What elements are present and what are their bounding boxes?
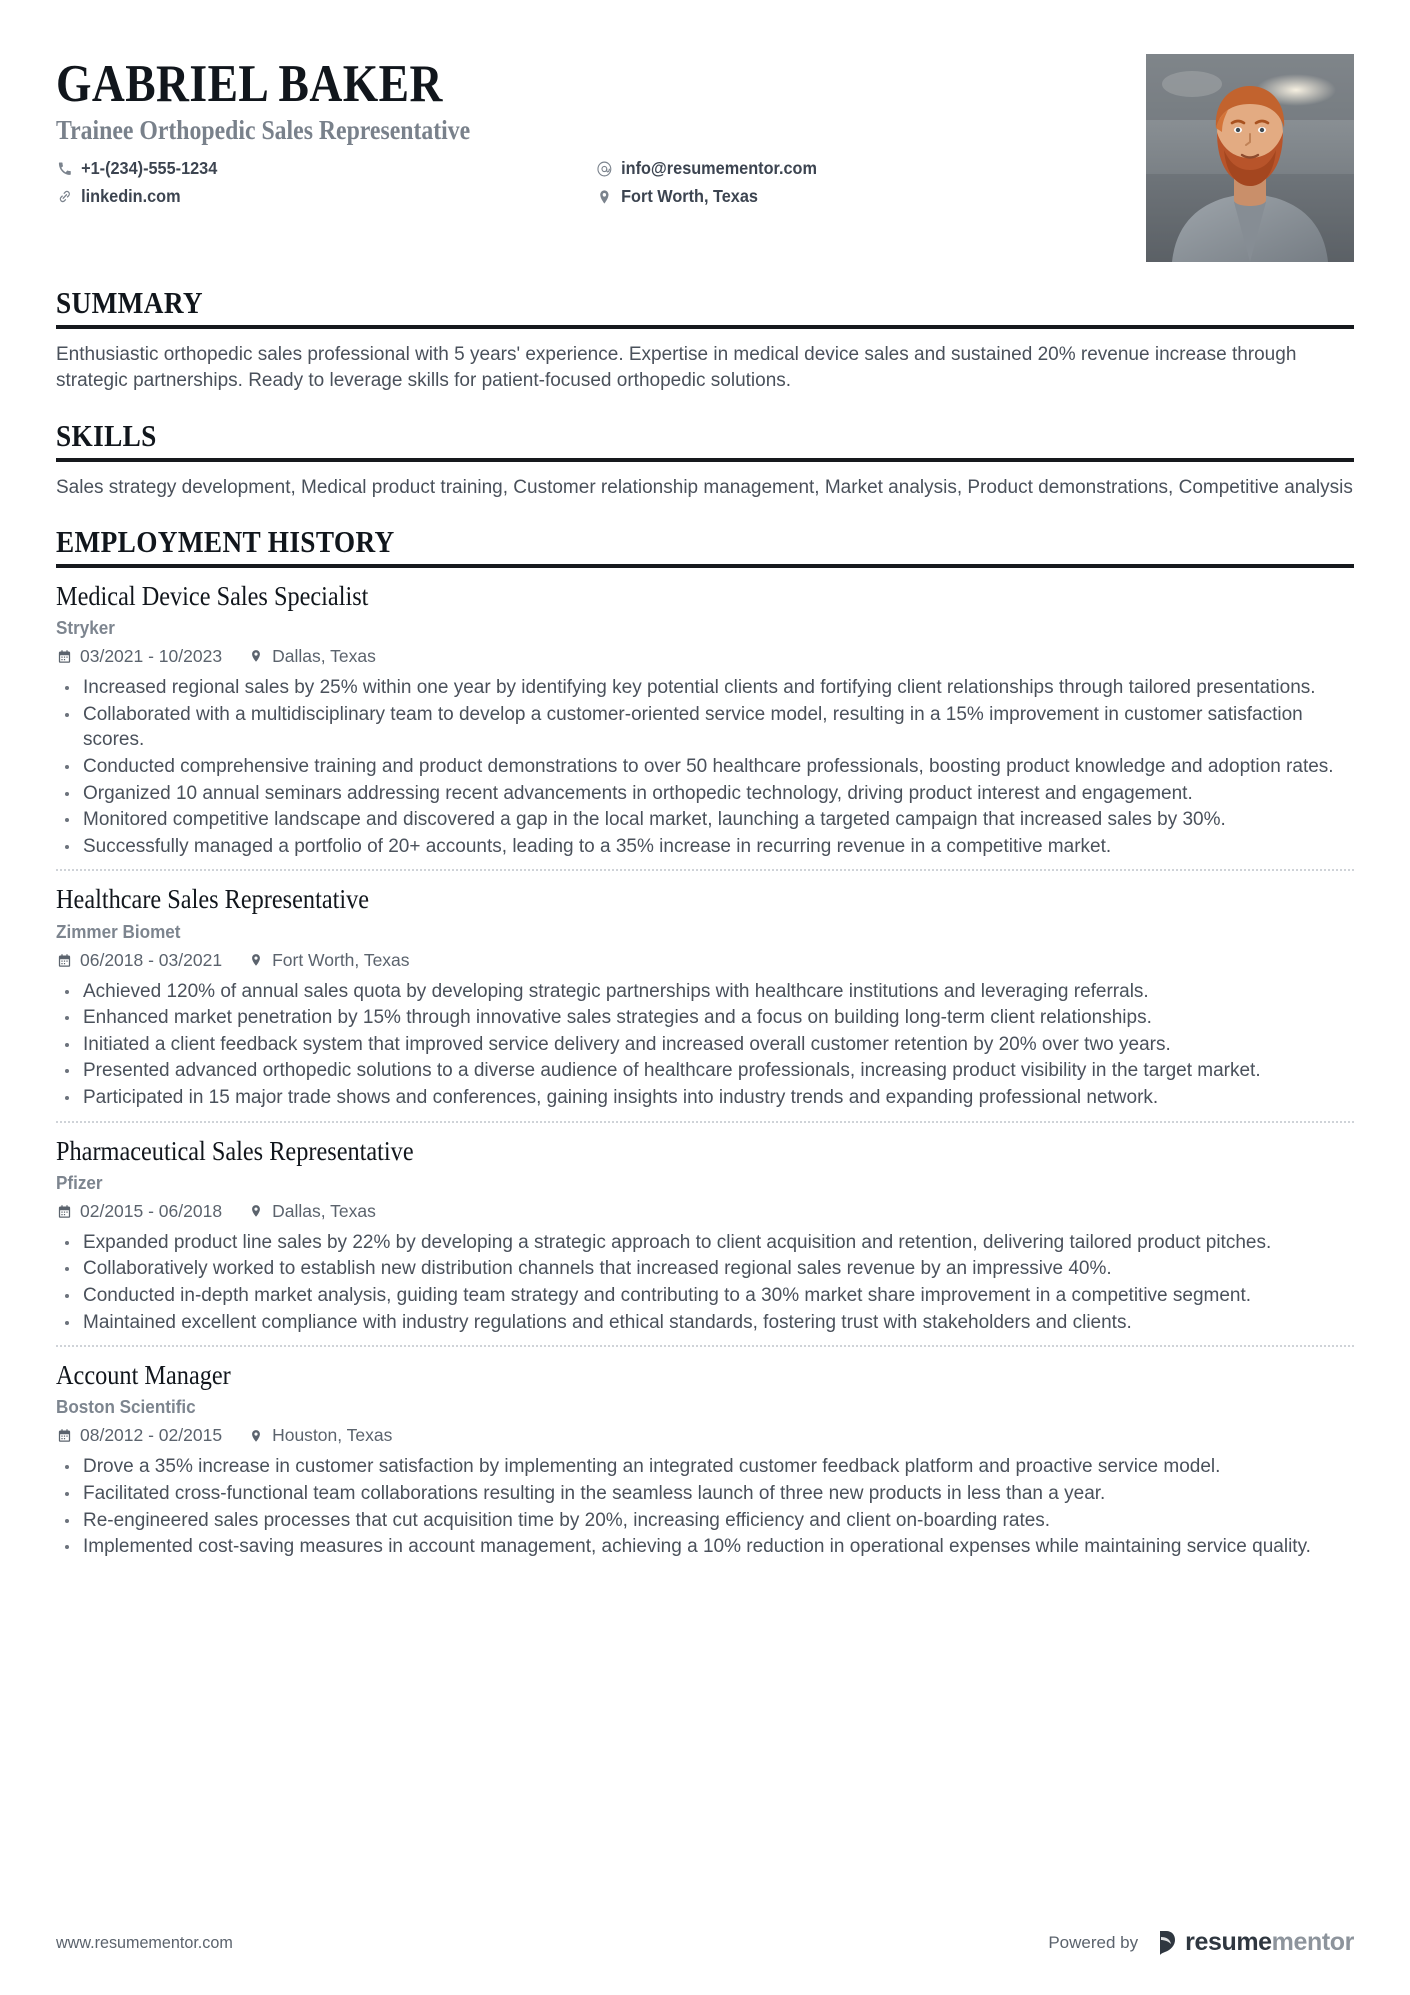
section-rule (56, 325, 1354, 329)
summary-text: Enthusiastic orthopedic sales professional with 5 years' experience. Expertise in medical device sales and sustained 20% revenue increase through strategic partnerships. Ready to leverage skills for patient-focused orthopedic solutions. (56, 344, 1297, 392)
location-icon (248, 1428, 264, 1444)
employment-role: Account Manager (56, 1360, 231, 1391)
employment-bullet: Re-engineered sales processes that cut acquisition time by 20%, increasing efficiency and client on-boarding rates. (56, 1508, 1354, 1534)
calendar-icon (56, 1428, 72, 1444)
page-footer (56, 1928, 1354, 1957)
employment-entry (56, 1345, 1354, 1570)
leaf-mark-icon (1152, 1929, 1178, 1957)
employment-company: Boston Scientific (56, 1397, 196, 1418)
footer-url[interactable]: www.resumementor.com (56, 1932, 233, 1952)
employment-location-value: Dallas, Texas (272, 1200, 376, 1221)
employment-bullet: Collaboratively worked to establish new distribution channels that increased regional sales revenue by an impressive 40%. (56, 1256, 1354, 1282)
section-heading-skills: SKILLS (56, 417, 157, 453)
contact-email[interactable] (596, 158, 1085, 179)
employment-role: Medical Device Sales Specialist (56, 580, 369, 611)
employment-entry (56, 581, 1354, 870)
header-left-column (56, 54, 1122, 207)
employment-bullet: Initiated a client feedback system that improved service delivery and increased overall customer retention by 20% over two years. (56, 1032, 1354, 1058)
employment-dates (56, 950, 222, 971)
employment-company: Pfizer (56, 1172, 103, 1193)
skills-text: Sales strategy development, Medical product training, Customer relationship management, Market analysis, Product demonstrations, Competitive analysis (56, 476, 1353, 498)
employment-bullet: Expanded product line sales by 22% by developing a strategic approach to client acquisition and retention, delivering tailored product pitches. (56, 1230, 1354, 1256)
resumementor-logo[interactable] (1152, 1928, 1354, 1957)
employment-bullet: Presented advanced orthopedic solutions to a diverse audience of healthcare professionals, increasing product visibility in the target market. (56, 1058, 1354, 1084)
employment-dates-value: 02/2015 - 06/2018 (80, 1200, 223, 1221)
employment-bullet: Participated in 15 major trade shows and conferences, gaining insights into industry trends and expanding professional network. (56, 1085, 1354, 1111)
employment-dates (56, 1425, 222, 1446)
calendar-icon (56, 648, 72, 664)
location-icon (596, 188, 613, 206)
employment-bullet: Conducted in-depth market analysis, guiding team strategy and contributing to a 30% market share improvement in a competitive segment. (56, 1283, 1354, 1309)
contact-location[interactable] (596, 186, 1085, 207)
section-employment-history (56, 525, 1354, 1570)
location-icon (248, 952, 264, 968)
link-icon (56, 188, 73, 206)
header-job-title: Trainee Orthopedic Sales Representative (56, 115, 471, 145)
section-summary (56, 286, 1354, 395)
employment-bullet: Facilitated cross-functional team collaborations resulting in the seamless launch of three new products in less than a year. (56, 1481, 1354, 1507)
section-rule (56, 458, 1354, 462)
employment-bullet: Drove a 35% increase in customer satisfaction by implementing an integrated customer feedback platform and proactive service model. (56, 1454, 1354, 1480)
employment-location (248, 1425, 392, 1446)
employment-meta (56, 646, 1354, 667)
page-title: GABRIEL BAKER (56, 55, 443, 113)
employment-bullet: Increased regional sales by 25% within one year by identifying key potential clients and fortifying client relationships through tailored presentations. (56, 675, 1354, 701)
employment-location-value: Fort Worth, Texas (272, 949, 410, 970)
employment-bullets (56, 675, 1354, 859)
employment-bullet: Achieved 120% of annual sales quota by developing strategic partnerships with healthcare institutions and leveraging referrals. (56, 979, 1354, 1005)
employment-entry (56, 1121, 1354, 1346)
calendar-icon (56, 1203, 72, 1219)
employment-location-value: Dallas, Texas (272, 645, 376, 666)
employment-meta (56, 1201, 1354, 1222)
employment-location (248, 1201, 376, 1222)
brand-text-second: mentor (1271, 1928, 1354, 1956)
employment-meta (56, 1425, 1354, 1446)
employment-bullet: Maintained excellent compliance with industry regulations and ethical standards, fostering trust with stakeholders and clients. (56, 1310, 1354, 1336)
employment-bullet: Monitored competitive landscape and discovered a gap in the local market, launching a targeted campaign that increased sales by 30%. (56, 807, 1354, 833)
section-heading-employment: EMPLOYMENT HISTORY (56, 523, 395, 559)
employment-bullet: Conducted comprehensive training and product demonstrations to over 50 healthcare professionals, boosting product knowledge and adoption rates. (56, 754, 1354, 780)
avatar (1146, 54, 1354, 262)
contact-phone[interactable] (56, 158, 558, 179)
employment-dates-value: 08/2012 - 02/2015 (80, 1425, 223, 1446)
location-icon (248, 1203, 264, 1219)
employment-bullet: Implemented cost-saving measures in account management, achieving a 10% reduction in operational expenses while maintaining service quality. (56, 1534, 1354, 1560)
contact-linkedin-value: linkedin.com (81, 186, 181, 207)
employment-bullets (56, 1230, 1354, 1336)
contact-phone-value: +1-(234)-555-1234 (81, 158, 218, 179)
employment-role: Healthcare Sales Representative (56, 884, 370, 915)
powered-by-label: Powered by (1048, 1932, 1139, 1952)
employment-bullets (56, 979, 1354, 1111)
employment-bullet: Enhanced market penetration by 15% through innovative sales strategies and a focus on building long-term client relationships. (56, 1005, 1354, 1031)
employment-company: Zimmer Biomet (56, 921, 181, 942)
section-skills (56, 419, 1354, 501)
employment-location (248, 950, 409, 971)
employment-meta (56, 950, 1354, 971)
email-icon (596, 160, 613, 178)
employment-dates (56, 646, 222, 667)
contact-location-value: Fort Worth, Texas (621, 186, 758, 207)
employment-bullet: Collaborated with a multidisciplinary team to develop a customer-oriented service model, resulting in a 15% improvement in customer satisfaction scores. (56, 702, 1354, 753)
calendar-icon (56, 952, 72, 968)
employment-dates (56, 1201, 222, 1222)
avatar-image (1146, 54, 1354, 262)
employment-location (248, 646, 376, 667)
brand-text-first: resume (1185, 1928, 1272, 1956)
employment-dates-value: 06/2018 - 03/2021 (80, 949, 223, 970)
section-rule (56, 564, 1354, 568)
employment-list (56, 581, 1354, 1570)
footer-branding (1048, 1928, 1354, 1957)
contact-email-value: info@resumementor.com (621, 158, 817, 179)
location-icon (248, 648, 264, 664)
employment-location-value: Houston, Texas (272, 1425, 393, 1446)
employment-entry (56, 869, 1354, 1120)
contact-details (56, 158, 1122, 207)
employment-bullet: Organized 10 annual seminars addressing recent advancements in orthopedic technology, driving product interest and engagement. (56, 781, 1354, 807)
resume-header (56, 40, 1354, 262)
phone-icon (56, 160, 73, 178)
employment-company: Stryker (56, 617, 115, 638)
employment-dates-value: 03/2021 - 10/2023 (80, 645, 223, 666)
section-heading-summary: SUMMARY (56, 285, 203, 320)
employment-bullet: Successfully managed a portfolio of 20+ accounts, leading to a 35% increase in recurring revenue in a competitive market. (56, 834, 1354, 860)
employment-bullets (56, 1454, 1354, 1560)
contact-linkedin[interactable] (56, 186, 558, 207)
employment-role: Pharmaceutical Sales Representative (56, 1135, 414, 1166)
brand-wordmark (1185, 1928, 1354, 1957)
